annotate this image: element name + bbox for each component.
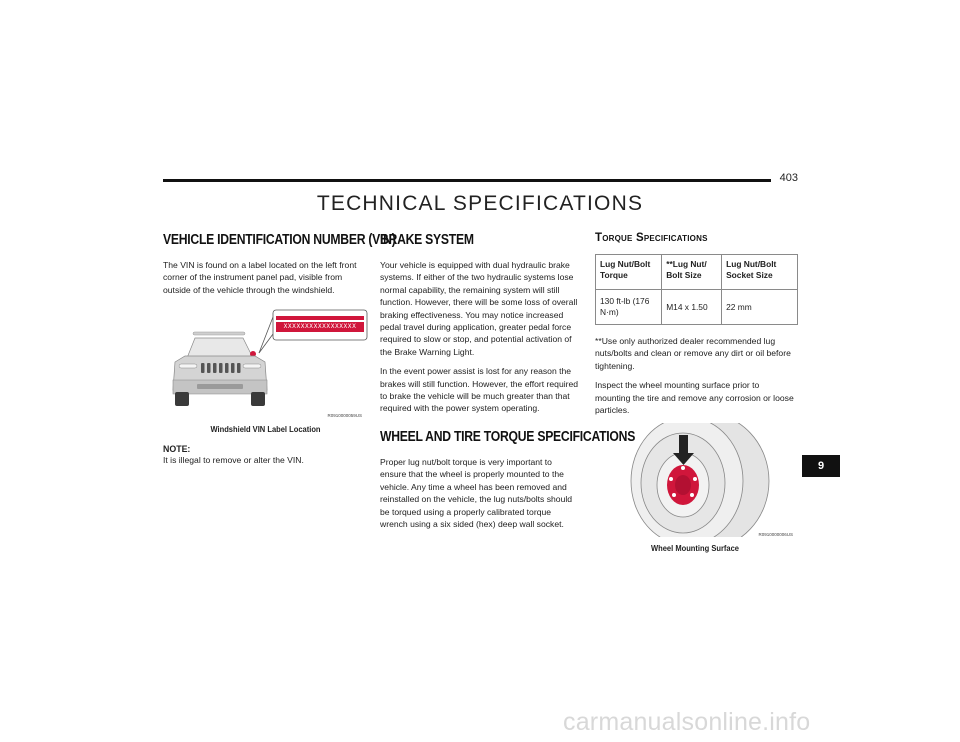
- torque-table: [595, 254, 798, 325]
- watermark: carmanualsonline.info: [563, 708, 811, 736]
- wheel-figure: [595, 423, 795, 539]
- table-cell: 22 mm: [722, 290, 798, 325]
- table-header-cell: **Lug Nut/ Bolt Size: [662, 255, 722, 290]
- torque-inspect-text: Inspect the wheel mounting surface prior to mounting the tire and remove any corrosion or loose particles.: [595, 380, 794, 416]
- wheel-torque-heading: WHEEL AND TIRE TORQUE SPECIFICATIONS: [380, 428, 636, 445]
- table-header-cell: Lug Nut/Bolt Socket Size: [722, 255, 798, 290]
- torque-subheading: Torque Specifications: [595, 232, 708, 244]
- wheel-figure-caption: Wheel Mounting Surface: [651, 543, 739, 554]
- wheel-figure-id: R0910000006US: [758, 532, 793, 538]
- brake-paragraph: In the event power assist is lost for any reason the brakes will still function. However, the effort required to brake the vehicle will be much greater than that required with the power system operating.: [380, 366, 579, 414]
- brake-paragraph: Your vehicle is equipped with dual hydraulic brake systems. If either of the two hydraulic systems lose normal capability, the remaining system will still function. However, there will be some loss of overall braking effectiveness. You may notice increased pedal travel during application, greater pedal force required to slow or stop, and potential activation of the Brake Warning Light.: [380, 260, 578, 357]
- vin-figure-id: R0910000059US: [327, 413, 362, 419]
- wheel-mounting-illustration: [595, 423, 795, 539]
- table-cell: 130 ft-lb (176 N·m): [596, 290, 662, 325]
- vin-heading: VEHICLE IDENTIFICATION NUMBER (VIN): [163, 232, 396, 248]
- page-number: 403: [779, 172, 798, 184]
- table-header-cell: Lug Nut/Bolt Torque: [596, 255, 662, 290]
- table-row: [596, 290, 798, 325]
- vin-figure-caption: Windshield VIN Label Location: [210, 424, 321, 435]
- vin-figure: [163, 304, 368, 420]
- table-header-row: [596, 255, 798, 290]
- page-title: TECHNICAL SPECIFICATIONS: [316, 192, 644, 215]
- vin-body: The VIN is found on a label located on the left front corner of the instrument panel pad, visible from outside of the vehicle through the windshield.: [163, 260, 357, 295]
- note-text: It is illegal to remove or alter the VIN.: [163, 455, 304, 466]
- vin-label-text: XXXXXXXXXXXXXXXXX: [283, 323, 357, 331]
- column-torque: [595, 232, 795, 563]
- column-vin: [163, 232, 396, 474]
- wheel-torque-body: Proper lug nut/bolt torque is very important to ensure that the wheel is properly mounted to the vehicle. Any time a wheel has been removed and reinstalled on the vehicle, the lug nuts/bolts should be torqued using a properly calibrated torque wrench using a six sided (hex) deep wall socket.: [380, 456, 573, 529]
- brake-heading: BRAKE SYSTEM: [380, 232, 474, 248]
- note-label: NOTE:: [163, 444, 191, 455]
- chapter-tab: 9: [802, 455, 840, 477]
- table-cell: M14 x 1.50: [662, 290, 722, 325]
- header-rule: [163, 179, 771, 182]
- torque-footnote: **Use only authorized dealer recommended lug nuts/bolts and clean or remove any dirt or oil before tightening.: [595, 336, 791, 371]
